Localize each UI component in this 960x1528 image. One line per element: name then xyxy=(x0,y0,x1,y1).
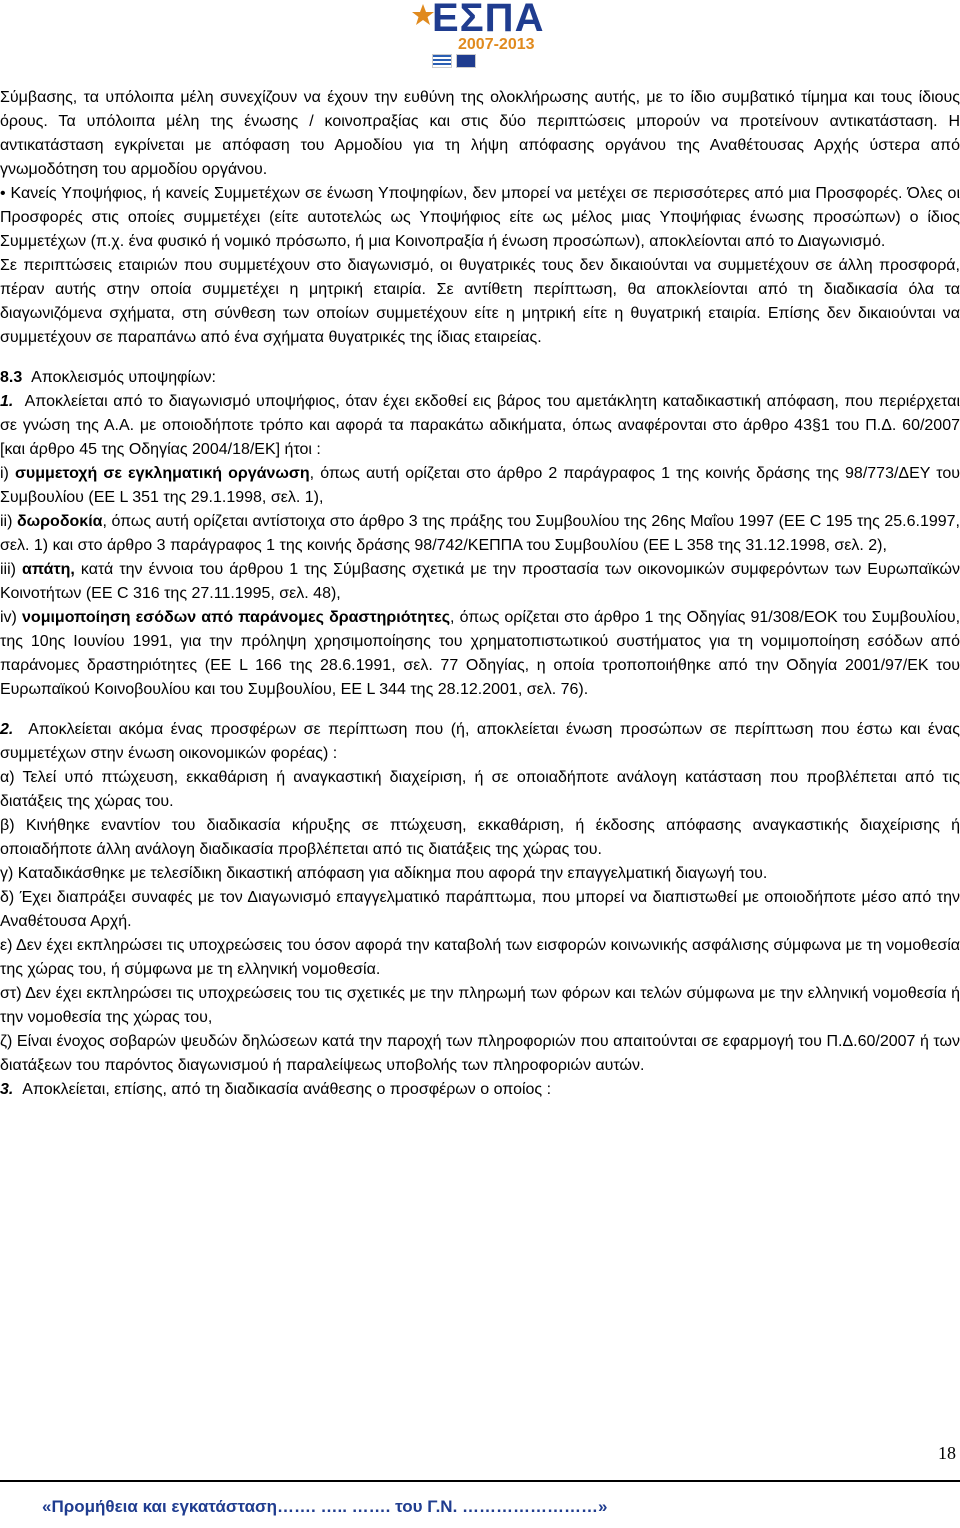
numbered-item xyxy=(0,390,960,462)
item-marker: iii) xyxy=(0,561,23,578)
page-number: 18 xyxy=(938,1443,956,1463)
roman-item xyxy=(0,606,960,702)
letter-item: ε) Δεν έχει εκπληρώσει τις υποχρεώσεις του όσον αφορά την καταβολή των εισφορών κοινωνικής ασφάλισης σύμφωνα με τη νομοθεσία της χώρας του, ή σύμφωνα με τη ελληνική νομοθεσία. xyxy=(0,937,960,978)
footer-title: «Προμήθεια και εγκατάσταση……. ….. ……. του Γ.Ν. ……………………» xyxy=(42,1497,608,1516)
item-text: Αποκλείεται ακόμα ένας προσφέρων σε περίπτωση που (ή, αποκλείεται ένωση προσώπων σε περίπτωση που έστω και ένας συμμετέχων στην ένωση οικονομικών φορέας) : xyxy=(0,721,960,762)
item-text: κατά την έννοια του άρθρου 1 της Σύμβασης σχετικά με την προστασία των οικονομικών συμφερόντων των Ευρωπαϊκών Κοινοτήτων (ΕΕ C 316 της 27.11.1995, σελ. 48), xyxy=(0,561,960,602)
footer-divider xyxy=(0,1480,960,1482)
item-text: , όπως αυτή ορίζεται στο άρθρο 2 παράγραφος 1 της κοινής δράσης της 98/773/ΔΕΥ του Συμβουλίου (ΕΕ L 351 της 29.1.1998, σελ. 1), xyxy=(0,465,960,506)
logo-text: ΕΣΠΑ xyxy=(432,0,545,40)
bullet-paragraph: • Κανείς Υποψήφιος, ή κανείς Συμμετέχων σε ένωση Υποψηφίων, δεν μπορεί να μετέχει σε περισσότερες από μια Προσφορές. Όλες οι Προσφορές στις οποίες συμμετέχει (είτε αυτοτελώς ως Υποψήφιος είτε ως μέλος μιας Υποψήφιας ένωσης προσώπων) ο ίδιος Συμμετέχων (π.χ. ένα φυσικό ή νομικό πρόσωπο, ή μια Κοινοπραξία ή ένωση προσώπων), αποκλείονται από το Διαγωνισμό. xyxy=(0,185,960,250)
section-number: 8.3 xyxy=(0,369,23,386)
item-number: 3. xyxy=(0,1081,14,1098)
item-number: 1. xyxy=(0,393,14,410)
eu-flag-icon xyxy=(456,54,476,68)
roman-item xyxy=(0,510,960,558)
espa-logo xyxy=(408,0,548,70)
item-bold-term: συμμετοχή σε εγκληματική οργάνωση xyxy=(14,465,310,482)
letter-item: ζ) Είναι ένοχος σοβαρών ψευδών δηλώσεων κατά την παροχή των πληροφοριών που απαιτούνται σε εφαρμογή του Π.Δ.60/2007 ή των διατάξεων του παρόντος διαγωνισμού ή παραλείψεως υποβολής των πληροφοριών αυτών. xyxy=(0,1033,960,1074)
letter-item: α) Τελεί υπό πτώχευση, εκκαθάριση ή αναγκαστική διαχείριση, ή σε οποιαδήποτε ανάλογη κατάσταση που προβλέπεται από τις διατάξεις της χώρας του. xyxy=(0,769,960,810)
item-text: , όπως ορίζεται στο άρθρο 1 της Οδηγίας 91/308/ΕΟΚ του Συμβουλίου, της 10ης Ιουνίου 1991, για την πρόληψη χρησιμοποίησης του χρηματοπιστωτικού συστήματος για τη νομιμοποίηση εσόδων από παράνομες δραστηριότητες (ΕΕ L 166 της 28.6.1991, σελ. 77 Οδηγίας, η οποία τροποποιήθηκε από την Οδηγία 2001/97/ΕΚ του Ευρωπαϊκού Κοινοβουλίου και του Συμβουλίου, ΕΕ L 344 της 28.12.2001, σελ. 76). xyxy=(0,609,960,698)
roman-item xyxy=(0,558,960,606)
letter-item: γ) Καταδικάσθηκε με τελεσίδικη δικαστική απόφαση για αδίκημα που αφορά την επαγγελματική διαγωγή του. xyxy=(0,865,768,882)
numbered-item xyxy=(0,718,960,766)
letter-item: στ) Δεν έχει εκπληρώσει τις υποχρεώσεις του τις σχετικές με την πληρωμή των φόρων και τελών σύμφωνα με την ελληνική νομοθεσία ή την νομοθεσία της χώρας του, xyxy=(0,985,960,1026)
paragraph: Σε περιπτώσεις εταιριών που συμμετέχουν στο διαγωνισμό, οι θυγατρικές τους δεν δικαιούνται να συμμετέχουν σε άλλη προσφορά, πέραν αυτής στην οποία συμμετέχει η μητρική εταιρία. Σε αντίθετη περίπτωση, θα αποκλείονται από τη διαδικασία όλα τα διαγωνιζόμενα σχήματα, στη σύνθεση των οποίων συμμετέχουν είτε η μητρική είτε η θυγατρική εταιρία. Επίσης δεν δικαιούνται να συμμετέχουν σε παραπάνω από ένα σχήματα θυγατρικές της ίδιας εταιρείας. xyxy=(0,257,960,346)
item-bold-term: δωροδοκία xyxy=(16,513,103,530)
section-title: Αποκλεισμός υποψηφίων: xyxy=(31,369,216,386)
paragraph: Σύμβασης, τα υπόλοιπα μέλη συνεχίζουν να έχουν την ευθύνη της ολοκλήρωσης αυτής, με το ίδιο συμβατικό τίμημα και τους ίδιους όρους. Τα υπόλοιπα μέλη της ένωσης / κοινοπραξίας και στις δύο περιπτώσεις μπορούν να προτείνουν αντικατάσταση. Η αντικατάσταση εγκρίνεται με απόφαση του Αρμοδίου για τη λήψη απόφασης οργάνου της Αναθέτουσας Αρχής ύστερα από γνωμοδότηση του αρμοδίου οργάνου. xyxy=(0,89,960,178)
item-number: 2. xyxy=(0,721,14,738)
document-body xyxy=(0,86,960,1102)
item-marker: i) xyxy=(0,465,15,482)
letter-item: δ) Έχει διαπράξει συναφές με τον Διαγωνισμό επαγγελματικό παράπτωμα, που μπορεί να διαπιστωθεί με οποιοδήποτε μέσο από την Αναθέτουσα Αρχή. xyxy=(0,889,960,930)
item-text: , όπως αυτή ορίζεται αντίστοιχα στο άρθρο 3 της πράξης του Συμβουλίου της 26ης Μαΐου 1997 (ΕΕ C 195 της 25.6.1997, σελ. 1) και στο άρθρο 3 παράγραφος 1 της κοινής δράσης 98/742/ΚΕΠΠΑ του Συμβουλίου (ΕΕ L 358 της 31.12.1998, σελ. 2), xyxy=(0,513,960,554)
letter-item: β) Κινήθηκε εναντίον του διαδικασία κήρυξης σε πτώχευση, εκκαθάριση, ή έκδοσης απόφασης αναγκαστικής διαχείρισης ή οποιαδήποτε άλλη ανάλογη διαδικασία προβλέπεται από τις διατάξεις της χώρας του. xyxy=(0,817,960,858)
item-bold-term: απάτη, xyxy=(22,561,75,578)
greek-flag-icon xyxy=(432,54,452,68)
item-text: Αποκλείεται από το διαγωνισμό υποψήφιος, όταν έχει εκδοθεί εις βάρος του αμετάκλητη καταδικαστική απόφαση, που περιέρχεται σε γνώση της Α.Α. με οποιοδήποτε τρόπο και αφορά τα παρακάτω αδικήματα, όπως αναφέρονται στο άρθρο 43§1 του Π.Δ. 60/2007 [και άρθρο 45 της Οδηγίας 2004/18/ΕΚ] ήτοι : xyxy=(0,393,960,458)
numbered-item xyxy=(0,1078,960,1102)
logo-years: 2007-2013 xyxy=(458,36,535,53)
roman-item xyxy=(0,462,960,510)
logo-star-icon xyxy=(412,4,434,26)
item-bold-term: νομιμοποίηση εσόδων από παράνομες δραστηριότητες xyxy=(22,609,451,626)
item-marker: ii) xyxy=(0,513,17,530)
item-marker: iv) xyxy=(0,609,23,626)
item-text: Αποκλείεται, επίσης, από τη διαδικασία ανάθεσης ο προσφέρων ο οποίος : xyxy=(22,1081,552,1098)
section-heading xyxy=(0,366,960,390)
logo-flags xyxy=(432,54,476,68)
